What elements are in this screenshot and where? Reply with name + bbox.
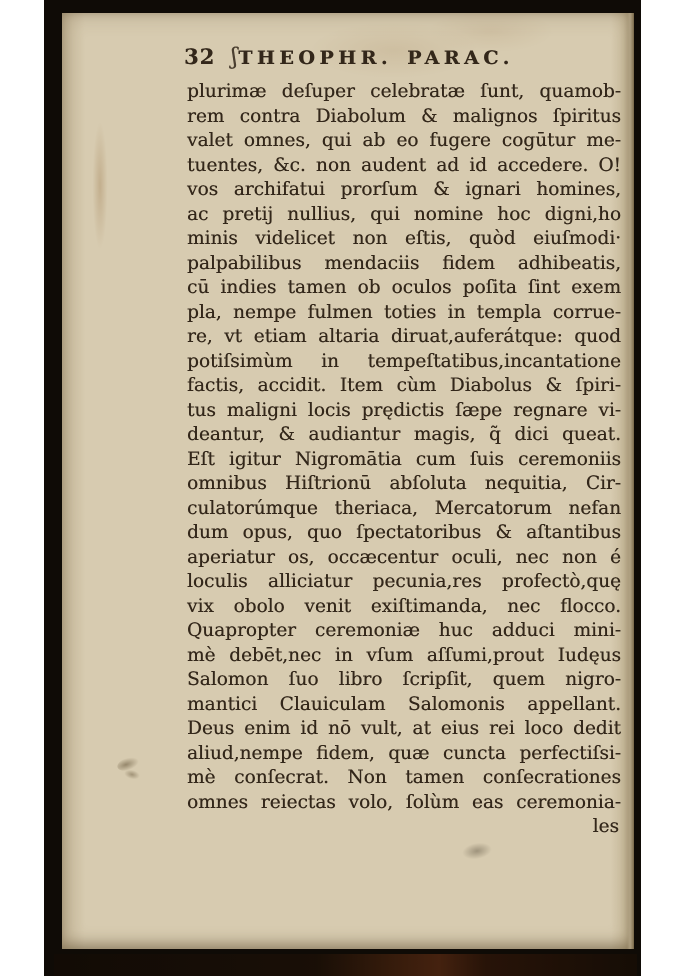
smudge-mark xyxy=(461,841,493,862)
text-line: mè debēt,nec in vſum aſſumi,prout Iudęus xyxy=(187,644,621,666)
text-line: mè conſecrat. Non tamen conſecrationes xyxy=(187,767,621,788)
text-line: Salomon ſuo libro ſcripſit, quem nigro- xyxy=(187,669,621,690)
text-line: re, vt etiam altaria diruat,auferátque: quod xyxy=(187,326,621,347)
text-line: palpabilibus mendaciis fidem adhibeatis, xyxy=(187,252,621,274)
text-line: potiſsimùm in tempeſtatibus,incantatione xyxy=(187,350,621,372)
text-line: Eſt igitur Nigromātia cum ſuis ceremoniis xyxy=(187,448,621,470)
text-line: rem contra Diabolum & malignos ſpiritus xyxy=(187,105,621,127)
ink-blot xyxy=(116,755,141,773)
text-line: culatorúmque theriaca, Mercatorum nefan xyxy=(187,497,621,519)
book-edge-shadow xyxy=(54,954,637,976)
text-line: tuentes, &c. non audent ad id accedere. O! xyxy=(187,154,621,176)
text-line: valet omnes, qui ab eo fugere cogūtur me- xyxy=(187,130,621,151)
running-title: THEOPHR. PARAC. xyxy=(238,47,514,69)
text-line: deantur, & audiantur magis, q̃ dici queat. xyxy=(187,424,621,445)
text-line: vix obolo venit exiſtimanda, nec flocco. xyxy=(187,595,621,617)
text-line: omnibus Hiſtrionū abſoluta nequitia, Cir- xyxy=(187,473,621,494)
text-line: minis videlicet non eſtis, quòd eiuſmodi· xyxy=(187,228,621,249)
text-line: ac pretij nullius, qui nomine hoc digni,ho xyxy=(187,203,621,225)
scan-frame xyxy=(44,0,641,976)
header-mark: ʃ xyxy=(231,45,238,70)
text-line: factis, accidit. Item cùm Diabolus & ſpiri- xyxy=(187,375,621,396)
text-column xyxy=(187,80,621,840)
text-line: plurimæ deſuper celebratæ ſunt, quamob- xyxy=(187,81,621,102)
text-line: tus maligni locis prędictis ſæpe regnare vi- xyxy=(187,399,621,421)
page-number: 32 xyxy=(184,44,216,69)
stain-streak xyxy=(90,98,110,273)
text-line: Deus enim id nō vult, at eius rei loco dedit xyxy=(187,718,621,739)
catchword: les xyxy=(592,816,619,837)
ink-blot xyxy=(123,768,141,781)
text-line: loculis alliciatur pecunia,res profectò,quę xyxy=(187,571,621,592)
text-line: vos archifatui prorſum & ignari homines, xyxy=(187,179,621,200)
text-line: mantici Clauiculam Salomonis appellant. xyxy=(187,693,621,715)
text-line: aliud,nempe fidem, quæ cuncta perfectiſsi- xyxy=(187,742,621,764)
book-page xyxy=(62,13,634,949)
text-line: dum opus, quo ſpectatoribus & aſtantibus xyxy=(187,522,621,543)
text-line: cū indies tamen ob oculos poſita ſint exem xyxy=(187,277,621,298)
text-block xyxy=(187,80,621,815)
text-line: omnes reiectas volo, ſolùm eas ceremonia- xyxy=(187,791,621,813)
text-line: Quapropter ceremoniæ huc adduci mini- xyxy=(187,620,621,641)
text-line: pla, nempe fulmen toties in templa corrue- xyxy=(187,301,621,323)
text-line: aperiatur os, occæcentur oculi, nec non é xyxy=(187,546,621,568)
page-header xyxy=(184,44,514,70)
